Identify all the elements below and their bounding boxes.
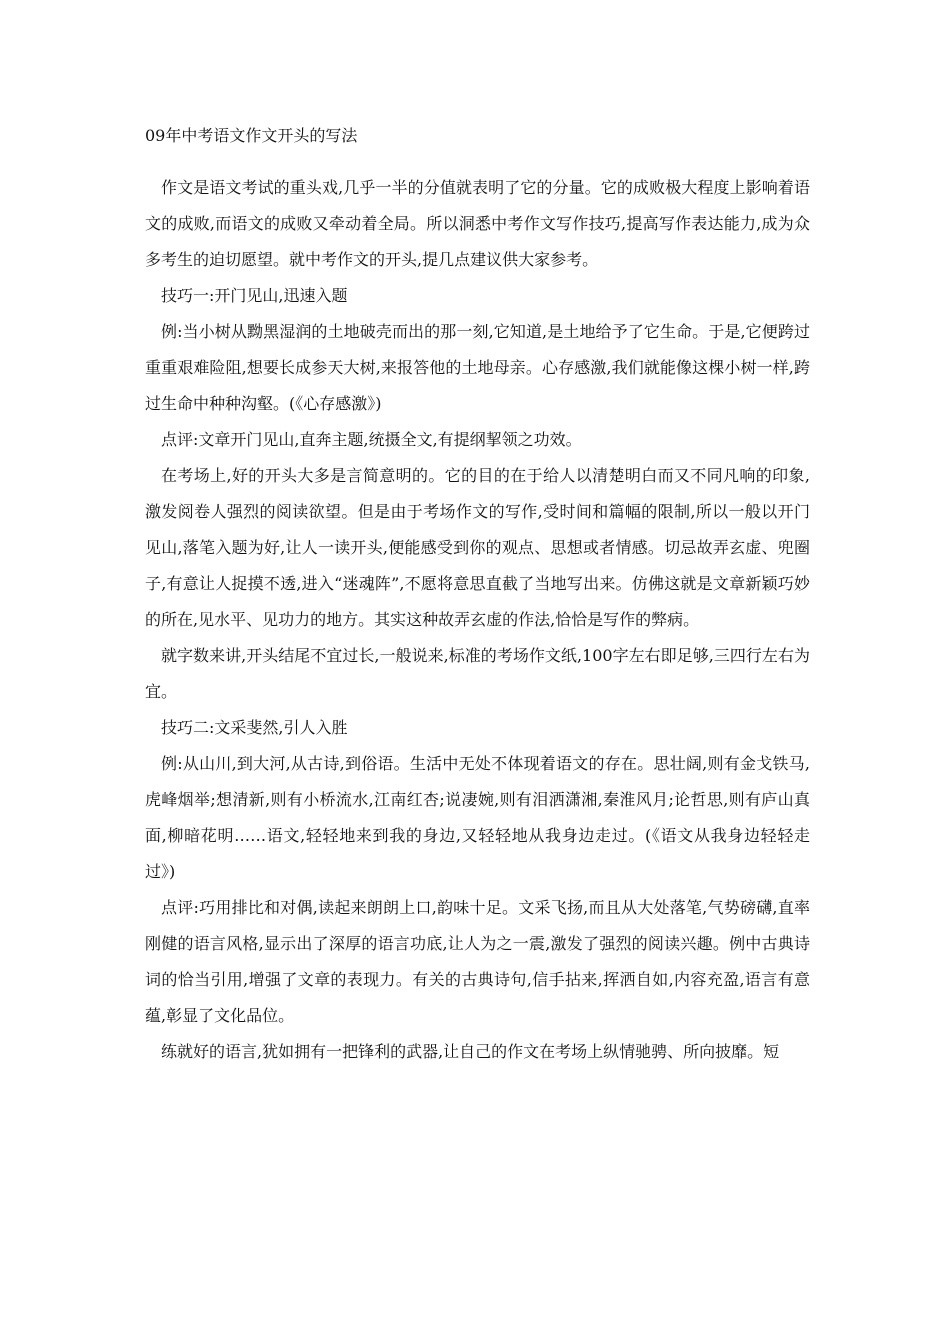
length-advice-paragraph: 就字数来讲,开头结尾不宜过长,一般说来,标准的考场作文纸,100字左右即足够,三四行左右为宜。 [145,646,810,701]
technique-two-comment: 点评:巧用排比和对偶,读起来朗朗上口,韵味十足。文采飞扬,而且从大处落笔,气势磅礴,直率刚健的语言风格,显示出了深厚的语言功底,让人为之一震,激发了强烈的阅读兴趣。例中古典诗词的恰当引用,增强了文章的表现力。有关的古典诗句,信手拈来,挥洒自如,内容充盈,语言有意蕴,彰显了文化品位。 [145,898,810,1025]
technique-one-explanation: 在考场上,好的开头大多是言简意明的。它的目的在于给人以清楚明白而又不同凡响的印象,激发阅卷人强烈的阅读欲望。但是由于考场作文的写作,受时间和篇幅的限制,所以一般以开门见山,落笔入题为好,让人一读开头,便能感受到你的观点、思想或者情感。切忌故弄玄虚、兜圈子,有意让人捉摸不透,进入“迷魂阵”,不愿将意思直截了当地写出来。仿佛这就是文章新颖巧妙的所在,见水平、见功力的地方。其实这种故弄玄虚的作法,恰恰是写作的弊病。 [145,466,810,629]
technique-two-example: 例:从山川,到大河,从古诗,到俗语。生活中无处不体现着语文的存在。思壮阔,则有金戈铁马,虎峰烟举;想清新,则有小桥流水,江南红杏;说凄婉,则有泪洒潇湘,秦淮风月;论哲思,则有庐山真面,柳暗花明……语文,轻轻地来到我的身边,又轻轻地从我身边走过。(《语文从我身边轻轻走过》) [145,754,810,881]
technique-one-comment: 点评:文章开门见山,直奔主题,统摄全文,有提纲挈领之功效。 [161,430,582,449]
language-paragraph: 练就好的语言,犹如拥有一把锋利的武器,让自己的作文在考场上纵情驰骋、所向披靡。短 [161,1042,780,1061]
intro-paragraph: 作文是语文考试的重头戏,几乎一半的分值就表明了它的分量。它的成败极大程度上影响着语文的成败,而语文的成败又牵动着全局。所以洞悉中考作文写作技巧,提高写作表达能力,成为众多考生的迫切愿望。就中考作文的开头,提几点建议供大家参考。 [145,178,810,269]
document-title: 09年中考语文作文开头的写法 [145,126,358,145]
technique-one-heading: 技巧一:开门见山,迅速入题 [161,286,348,305]
technique-one-example: 例:当小树从黝黑湿润的土地破壳而出的那一刻,它知道,是土地给予了它生命。于是,它便跨过重重艰难险阻,想要长成参天大树,来报答他的土地母亲。心存感激,我们就能像这棵小树一样,跨过生命中种种沟壑。(《心存感激》) [145,322,810,413]
technique-two-heading: 技巧二:文采斐然,引人入胜 [161,718,348,737]
document-body [145,170,810,1070]
